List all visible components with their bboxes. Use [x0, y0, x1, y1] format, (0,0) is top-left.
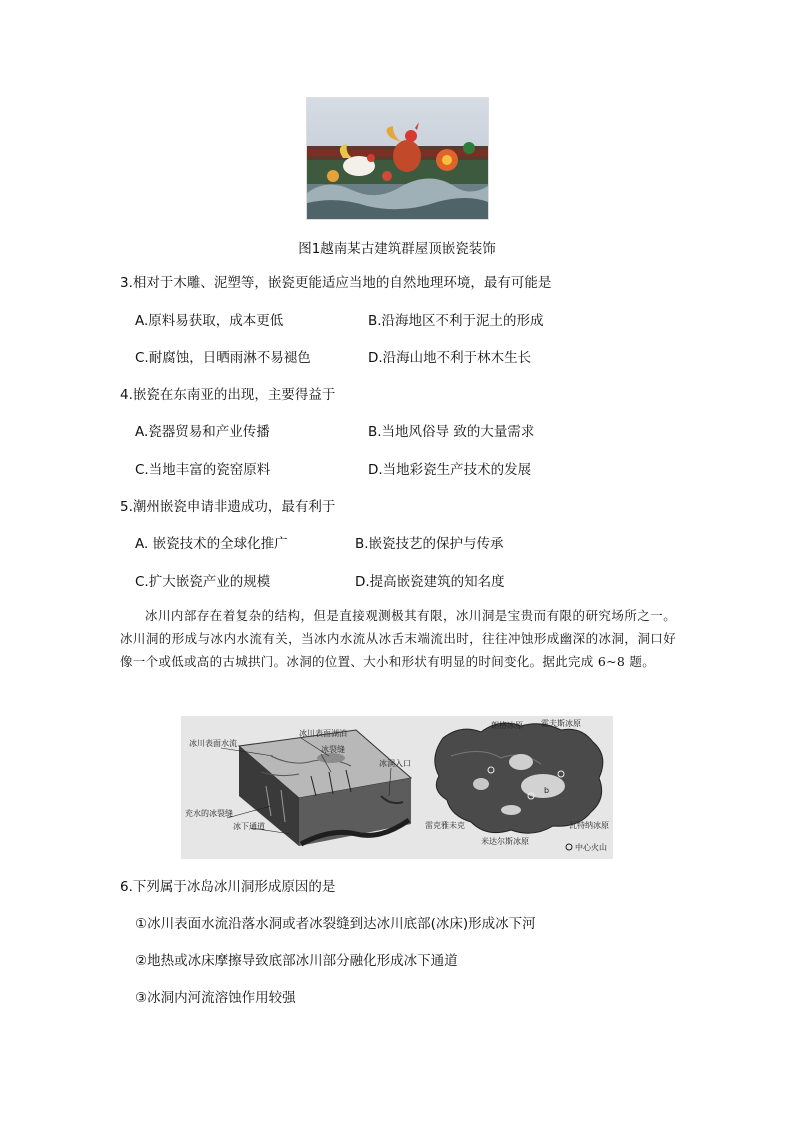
q6-item-1: ①冰川表面水流沿落水洞或者冰裂缝到达冰川底部(冰床)形成冰下河: [135, 916, 536, 932]
map-label-langjokull: 朗格冰原: [491, 721, 523, 730]
label-surface-lake: 冰川表面湖泊: [299, 729, 347, 738]
q3-option-b: B.沿海地区不利于泥土的形成: [368, 313, 544, 329]
label-cave-entrance: 冰洞入口: [379, 759, 411, 768]
q5-option-a: A. 嵌瓷技术的全球化推广: [135, 536, 288, 552]
map-legend-central-volcano: 中心火山: [575, 843, 607, 852]
q4-option-c: C.当地丰富的瓷窑原料: [135, 462, 271, 478]
figure1-caption: 图1越南某古建筑群屋顶嵌瓷装饰: [298, 241, 496, 257]
q6-stem: 6.下列属于冰岛冰川洞形成原因的是: [120, 879, 336, 895]
q5-option-b: B.嵌瓷技艺的保护与传承: [355, 536, 504, 552]
q5-stem: 5.潮州嵌瓷申请非遗成功，最有利于: [120, 499, 336, 515]
q6-item-3: ③冰洞内河流溶蚀作用较强: [135, 990, 296, 1006]
label-subglacial-channel: 冰下通道: [233, 822, 265, 831]
map-label-b: b: [544, 786, 550, 795]
q3-stem: 3.相对于木雕、泥塑等，嵌瓷更能适应当地的自然地理环境，最有可能是: [120, 275, 552, 291]
q5-option-c: C.扩大嵌瓷产业的规模: [135, 574, 271, 590]
label-filled-crevasse: 充水的冰裂缝: [185, 809, 233, 818]
q4-stem: 4.嵌瓷在东南亚的出现，主要得益于: [120, 387, 336, 403]
q3-option-d: D.沿海山地不利于林木生长: [368, 350, 532, 366]
map-label-reykjavik: 雷克雅未克: [425, 821, 465, 830]
q4-option-b: B.当地风俗导 致的大量需求: [368, 424, 535, 440]
rooftop-porcelain-photo: [306, 97, 489, 220]
q6-item-2: ②地热或冰床摩擦导致底部冰川部分融化形成冰下通道: [135, 953, 458, 969]
map-label-myrdalsjokull: 米达尔斯冰原: [481, 837, 529, 846]
glacier-figure: [181, 716, 613, 859]
label-surface-flow: 冰川表面水流: [189, 739, 237, 748]
q4-option-a: A.瓷器贸易和产业传播: [135, 424, 270, 440]
map-label-vatnajokull: 瓦特纳冰原: [569, 821, 609, 830]
q5-option-d: D.提高嵌瓷建筑的知名度: [355, 574, 505, 590]
glacier-cave-passage: 冰川内部存在着复杂的结构，但是直接观测极其有限，冰川洞是宝贵而有限的研究场所之一。冰川洞的形成与冰内水流有关，当冰内水流从冰舌末端流出时，往往冲蚀形成幽深的冰洞，洞口好像一个或低或高的古城拱门。冰洞的位置、大小和形状有明显的时间变化。据此完成 6~8 题。: [120, 608, 676, 669]
q4-option-d: D.当地彩瓷生产技术的发展: [368, 462, 532, 478]
label-crevasse: 冰裂缝: [321, 745, 345, 754]
q3-option-c: C.耐腐蚀，日晒雨淋不易褪色: [135, 350, 311, 366]
map-label-hofsjokull: 霍夫斯冰原: [541, 719, 581, 728]
q3-option-a: A.原料易获取，成本更低: [135, 313, 284, 329]
